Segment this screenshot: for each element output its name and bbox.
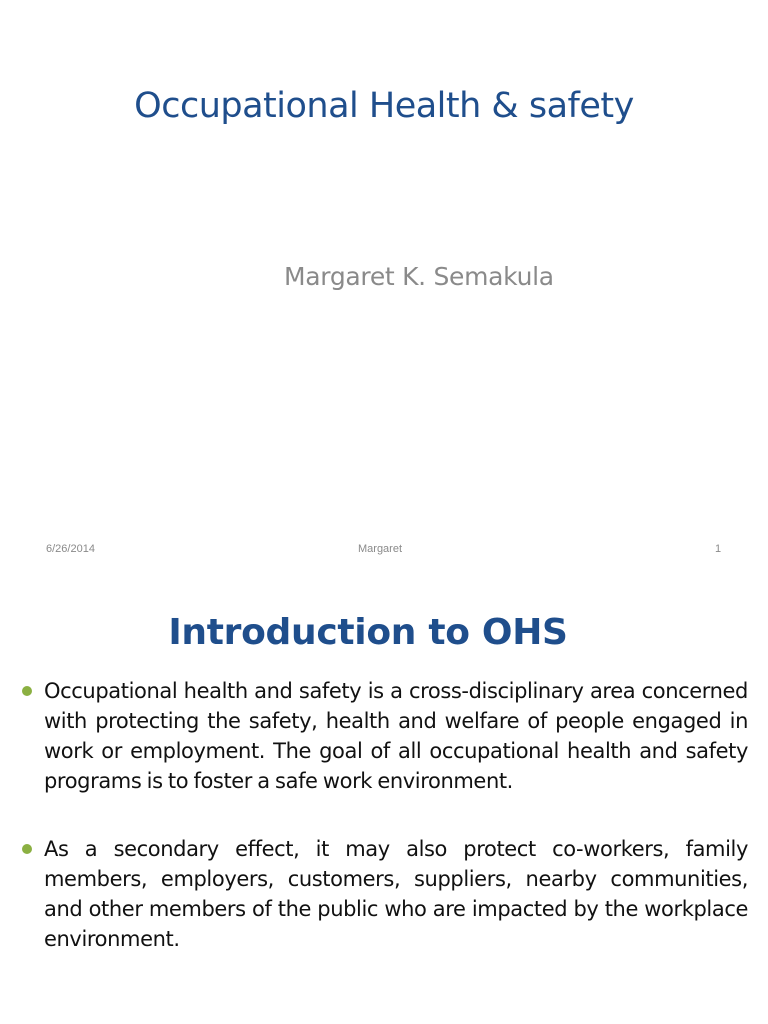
footer-author: Margaret bbox=[358, 543, 403, 555]
bullet-dot-icon bbox=[22, 844, 32, 854]
bullet-list bbox=[20, 676, 748, 992]
bullet-item bbox=[20, 676, 748, 796]
bullet-text: As a secondary effect, it may also protect co-workers, family members, employers, customers, suppliers, nearby communities, and other members of the public who are impacted by the workplace environment. bbox=[44, 837, 748, 951]
slide-title: Introduction to OHS bbox=[168, 612, 568, 653]
slide-subtitle: Margaret K. Semakula bbox=[284, 262, 554, 291]
slide-title: Occupational Health & safety bbox=[134, 86, 634, 126]
footer-date: 6/26/2014 bbox=[46, 543, 95, 555]
bullet-text: Occupational health and safety is a cross-disciplinary area concerned with protecting the safety, health and welfare of people engaged in work or employment. The goal of all occupational health and safety programs is to foster a safe work environment. bbox=[44, 679, 748, 793]
bullet-item bbox=[20, 834, 748, 954]
bullet-dot-icon bbox=[22, 686, 32, 696]
footer-page-number: 1 bbox=[715, 543, 722, 555]
slide-2 bbox=[0, 576, 768, 1024]
